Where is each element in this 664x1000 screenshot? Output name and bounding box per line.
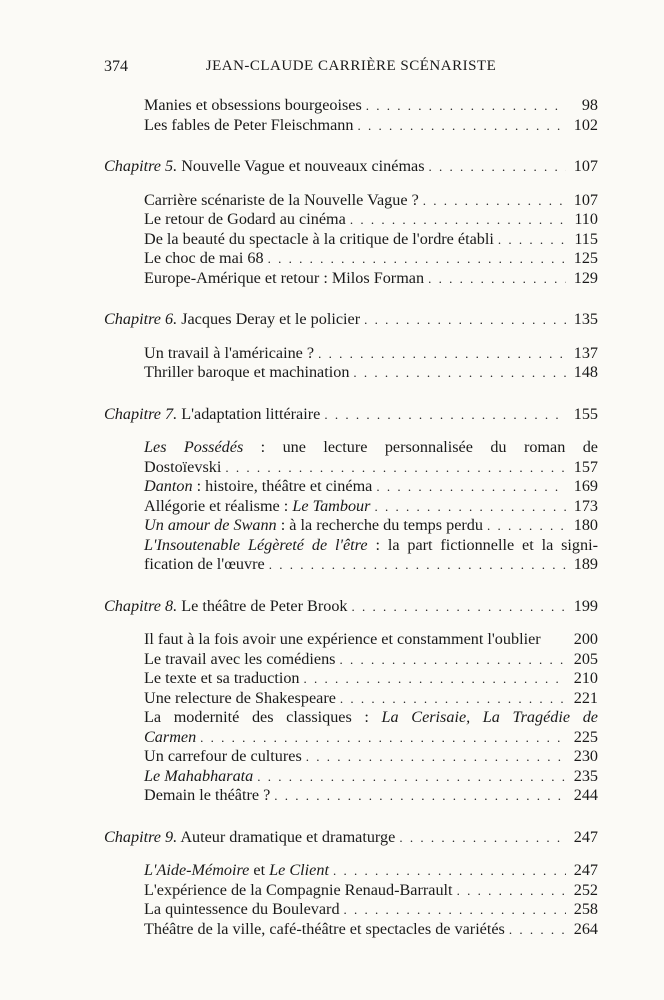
toc-entry xyxy=(104,477,598,497)
toc-text: Carmen xyxy=(144,727,197,746)
toc-text: Demain le théâtre ? xyxy=(144,786,271,804)
toc-text: Europe-Amérique et retour : Milos Forman xyxy=(144,268,425,287)
toc-entry xyxy=(104,497,598,517)
dot-leader xyxy=(344,900,566,920)
toc-entry-wrap xyxy=(104,708,598,728)
toc-text: Un carrefour de cultures xyxy=(144,747,302,765)
table-of-contents xyxy=(104,96,598,939)
toc-text: : une lecture personnalisée du roman de xyxy=(260,438,598,456)
toc-text: Une relecture de Shakespeare xyxy=(144,688,336,707)
page-ref: 189 xyxy=(573,555,598,573)
toc-entry xyxy=(104,269,598,289)
page-ref: 210 xyxy=(573,669,598,687)
dot-leader xyxy=(318,344,566,364)
dot-leader xyxy=(509,920,566,940)
page-ref: 107 xyxy=(573,190,598,209)
toc-text: Carrière scénariste de la Nouvelle Vague ? xyxy=(144,190,419,209)
toc-text: Le Mahabharata xyxy=(144,766,254,785)
chapter-5-heading xyxy=(104,157,598,177)
toc-text: Le retour de Godard au cinéma xyxy=(144,210,346,228)
toc-text: Chapitre 8. xyxy=(104,596,178,615)
dot-leader xyxy=(423,191,566,211)
chapter-6-heading xyxy=(104,310,598,330)
toc-text: Chapitre 7. xyxy=(104,404,178,423)
dot-leader xyxy=(428,269,566,289)
page-number: 374 xyxy=(104,58,128,75)
toc-entry xyxy=(104,650,598,670)
toc-entry xyxy=(104,747,598,767)
page-ref: 252 xyxy=(573,880,598,899)
toc-text: Il faut à la fois avoir une expérience et constamment l'oublier xyxy=(144,630,541,648)
toc-entry xyxy=(104,767,598,787)
page-ref: 169 xyxy=(573,477,598,495)
toc-entry xyxy=(104,881,598,901)
page-ref: 135 xyxy=(573,310,598,328)
toc-text: De la beauté du spectacle à la critique de l'ordre établi xyxy=(144,229,494,248)
toc-entry xyxy=(104,516,598,536)
chapter-7-heading xyxy=(104,405,598,425)
dot-leader xyxy=(376,477,566,497)
dot-leader xyxy=(429,157,566,177)
toc-entry xyxy=(104,458,598,478)
toc-entry xyxy=(104,728,598,748)
toc-text: Manies et obsessions bourgeoises xyxy=(144,96,362,114)
toc-entry xyxy=(104,96,598,116)
toc-text: Danton xyxy=(144,477,193,495)
toc-entry xyxy=(104,900,598,920)
page-ref: 230 xyxy=(573,747,598,765)
toc-entry xyxy=(104,210,598,230)
dot-leader xyxy=(374,497,566,517)
dot-leader xyxy=(274,786,566,806)
toc-entry xyxy=(104,669,598,689)
dot-leader xyxy=(366,96,566,116)
dot-leader xyxy=(353,363,566,383)
dot-leader xyxy=(399,828,566,848)
toc-entry xyxy=(104,555,598,575)
dot-leader xyxy=(340,689,566,709)
toc-entry xyxy=(104,344,598,364)
dot-leader xyxy=(200,728,566,748)
dot-leader xyxy=(364,310,566,330)
toc-text: Chapitre 6. xyxy=(104,310,178,328)
page-ref: 107 xyxy=(573,157,598,175)
page-ref: 98 xyxy=(581,96,598,114)
dot-leader xyxy=(487,516,566,536)
page-ref: 244 xyxy=(573,786,598,804)
running-title: JEAN-CLAUDE CARRIÈRE SCÉNARISTE xyxy=(205,58,497,74)
page-ref: 264 xyxy=(573,919,598,938)
dot-leader xyxy=(268,249,566,269)
page-ref: 125 xyxy=(573,249,598,267)
dot-leader xyxy=(357,116,566,136)
dot-leader xyxy=(333,861,566,881)
toc-text: et xyxy=(249,861,270,879)
page-ref: 129 xyxy=(573,268,598,287)
toc-text: Le théâtre de Peter Brook xyxy=(181,596,348,615)
toc-text: L'Insoutenable Légèreté de l'être xyxy=(144,535,368,554)
toc-entry-wrap xyxy=(104,536,598,556)
dot-leader xyxy=(352,597,566,617)
toc-text: Chapitre 5. xyxy=(104,157,178,175)
toc-entry xyxy=(104,861,598,881)
page-ref: 221 xyxy=(573,688,598,707)
toc-entry xyxy=(104,630,598,650)
toc-text: Jacques Deray et le policier xyxy=(181,310,361,328)
toc-entry xyxy=(104,689,598,709)
page-ref: 247 xyxy=(573,861,598,879)
page-ref: 110 xyxy=(574,210,598,228)
toc-entry xyxy=(104,191,598,211)
toc-entry xyxy=(104,363,598,383)
page-ref: 148 xyxy=(573,363,598,381)
toc-text: Les Possédés xyxy=(144,438,244,456)
dot-leader xyxy=(339,650,566,670)
page-ref: 137 xyxy=(573,343,598,362)
chapter-9-heading xyxy=(104,828,598,848)
toc-text: Le choc de mai 68 xyxy=(144,249,264,267)
toc-text: Auteur dramatique et dramaturge xyxy=(180,827,396,846)
page-ref: 102 xyxy=(573,115,598,134)
dot-leader xyxy=(457,881,566,901)
toc-text: Un travail à l'américaine ? xyxy=(144,343,315,362)
toc-entry xyxy=(104,230,598,250)
toc-text: Allégorie et réalisme : xyxy=(144,496,293,515)
page-ref: 225 xyxy=(573,727,598,746)
toc-text: Dostoïevski xyxy=(144,457,222,476)
page-ref: 258 xyxy=(573,900,598,918)
toc-text: L'Aide-Mémoire xyxy=(144,861,250,879)
dot-leader xyxy=(269,555,566,575)
page-ref: 115 xyxy=(574,229,598,248)
page-ref: 173 xyxy=(573,496,598,515)
toc-text: Le travail avec les comédiens xyxy=(144,649,336,668)
toc-entry-wrap xyxy=(104,438,598,458)
toc-text: : histoire, théâtre et cinéma xyxy=(192,477,373,495)
toc-entry xyxy=(104,786,598,806)
toc-text: Les fables de Peter Fleischmann xyxy=(144,115,354,134)
page-ref: 199 xyxy=(573,596,598,615)
toc-text: Thriller baroque et machination xyxy=(144,363,350,381)
toc-text: Théâtre de la ville, café-théâtre et spectacles de variétés xyxy=(144,919,505,938)
toc-text: Le Tambour xyxy=(292,496,371,515)
toc-text: Le texte et sa traduction xyxy=(144,669,300,687)
toc-text: La Cerisaie, La Tragédie de xyxy=(381,708,598,726)
page-ref: 205 xyxy=(573,649,598,668)
dot-leader xyxy=(225,458,566,478)
dot-leader xyxy=(304,669,566,689)
chapter-8-heading xyxy=(104,597,598,617)
page-header xyxy=(104,58,598,82)
toc-text: : la part fictionnelle et la signi- xyxy=(367,535,599,554)
page-ref: 155 xyxy=(573,404,598,423)
toc-entry xyxy=(104,116,598,136)
toc-entry xyxy=(104,920,598,940)
toc-text: L'expérience de la Compagnie Renaud-Barrault xyxy=(144,880,453,899)
dot-leader xyxy=(324,405,566,425)
intro-group xyxy=(104,96,598,135)
dot-leader xyxy=(306,747,566,767)
dot-leader xyxy=(257,767,566,787)
toc-text: La quintessence du Boulevard xyxy=(144,900,340,918)
toc-text: Un amour de Swann xyxy=(144,516,277,534)
dot-leader xyxy=(498,230,566,250)
page-ref: 235 xyxy=(573,766,598,785)
page-ref: 180 xyxy=(573,516,598,534)
toc-text: L'adaptation littéraire xyxy=(181,404,321,423)
page-ref: 247 xyxy=(573,827,598,846)
toc-text: : à la recherche du temps perdu xyxy=(276,516,483,534)
toc-text: La modernité des classiques : xyxy=(144,708,382,726)
toc-text: Chapitre 9. xyxy=(104,827,178,846)
page-ref: 157 xyxy=(573,457,598,476)
toc-entry xyxy=(104,249,598,269)
toc-text: fication de l'œuvre xyxy=(144,555,265,573)
toc-text: Le Client xyxy=(269,861,329,879)
page-ref: 200 xyxy=(573,630,598,648)
toc-text: Nouvelle Vague et nouveaux cinémas xyxy=(181,157,425,175)
dot-leader xyxy=(350,210,566,230)
